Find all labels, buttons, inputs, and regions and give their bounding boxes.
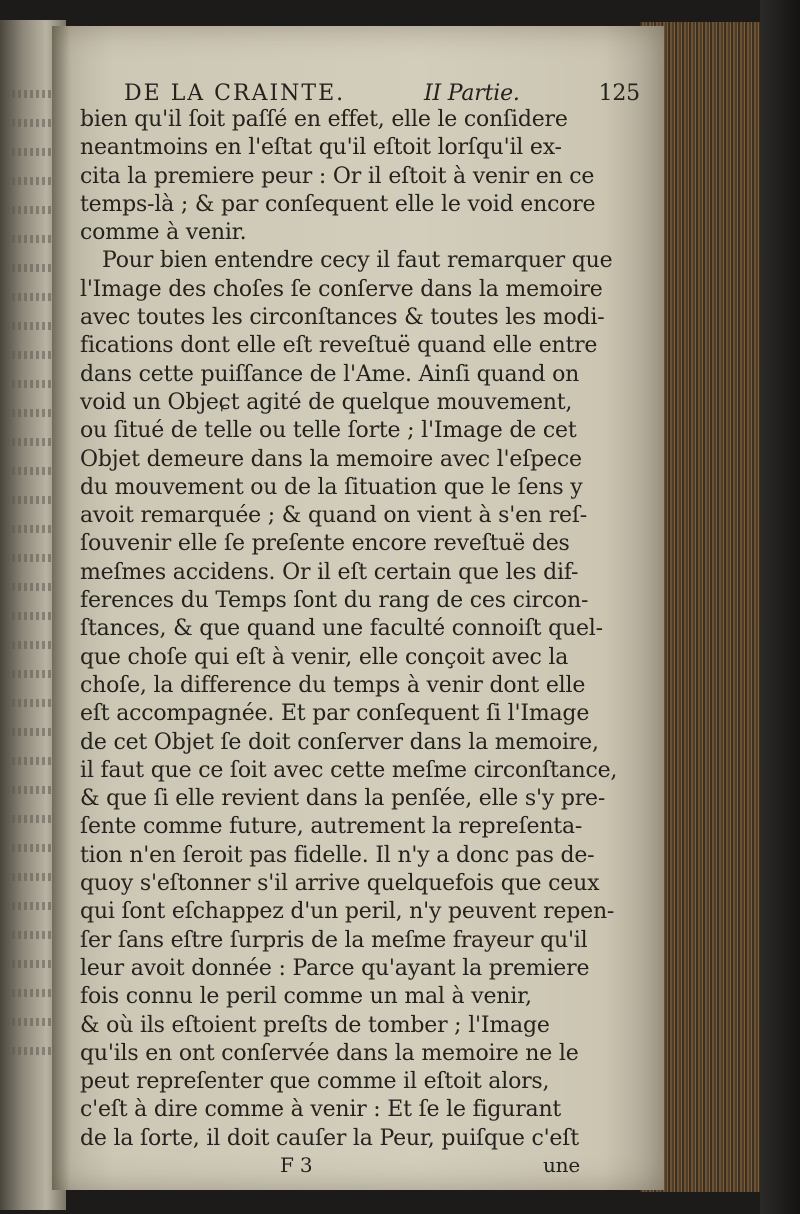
text-line: choſe, la difference du temps à venir dont elle	[80, 672, 586, 698]
text-line: Objet demeure dans la memoire avec l'eſpece	[80, 446, 582, 472]
facing-page-text-trace	[6, 931, 58, 939]
text-line: l'Image des choſes ſe conſerve dans la memoire	[80, 276, 603, 302]
facing-page-text-trace	[6, 989, 58, 997]
text-line: bien qu'il ſoit paſſé en effet, elle le conſidere	[80, 107, 568, 132]
text-line: temps-là ; & par conſequent elle le void encore	[80, 191, 596, 217]
facing-page-text-trace	[6, 815, 58, 823]
text-line: ou ſitué de telle ou telle ſorte ; l'Image de cet	[80, 418, 577, 444]
facing-page-text-trace	[6, 293, 58, 301]
text-line: & que ſi elle revient dans la penſée, elle s'y pre-	[80, 786, 606, 812]
text-line: que choſe qui eſt à venir, elle conçoit avec la	[80, 644, 569, 670]
facing-page-text-trace	[6, 264, 58, 272]
text-line: de cet Objet ſe doit conſerver dans la memoire,	[80, 729, 599, 755]
facing-page-text-trace	[6, 322, 58, 330]
page-footer	[80, 1151, 640, 1177]
facing-page-text-trace	[6, 409, 58, 417]
facing-page-text-trace	[6, 844, 58, 852]
text-line: Pour bien entendre cecy il faut remarquer que	[102, 248, 613, 274]
facing-page-text-trace	[6, 583, 58, 591]
facing-page-text-trace	[6, 873, 58, 881]
facing-page-text-trace	[6, 235, 58, 243]
facing-page-text-trace	[6, 525, 58, 533]
text-line: fois connu le peril comme un mal à venir,	[80, 984, 532, 1010]
running-head-title: DE LA CRAINTE.	[124, 81, 346, 106]
text-line: cita la premiere peur : Or il eſtoit à venir en ce	[80, 163, 595, 189]
facing-page-text-trace	[6, 757, 58, 765]
body-text	[80, 106, 640, 1153]
text-line: il faut que ce ſoit avec cette meſme circonſtance,	[80, 757, 618, 783]
facing-page-text-trace	[6, 1047, 58, 1055]
text-line: ſente comme future, autrement la repreſenta-	[80, 814, 583, 840]
text-line: comme à venir.	[80, 220, 247, 246]
text-line: ſer ſans eſtre ſurpris de la meſme frayeur qu'il	[80, 927, 588, 953]
text-line: avec toutes les circonſtances & toutes les modi-	[80, 305, 605, 331]
text-line: quoy s'eſtonner s'il arrive quelquefois que ceux	[80, 871, 600, 897]
facing-page-text-trace	[6, 438, 58, 446]
facing-page-text-trace	[6, 554, 58, 562]
text-line: eſt accompagnée. Et par conſequent ſi l'Image	[80, 701, 590, 727]
facing-page-text-trace	[6, 119, 58, 127]
facing-page-text-trace	[6, 612, 58, 620]
text-line: ſouvenir elle ſe preſente encore reveſtuë des	[80, 531, 570, 557]
running-head-part: II Partie.	[424, 81, 520, 106]
signature-mark: F 3	[280, 1152, 313, 1177]
facing-page-text-trace	[6, 380, 58, 388]
facing-page-text-trace	[6, 960, 58, 968]
text-line: leur avoit donnée : Parce qu'ayant la premiere	[80, 955, 590, 981]
facing-page-text-trace	[6, 902, 58, 910]
text-line: peut repreſenter que comme il eſtoit alors,	[80, 1069, 550, 1095]
text-line: qui ſont eſchappez d'un peril, n'y peuvent repen-	[80, 899, 615, 925]
text-line: du mouvement ou de la ſituation que le ſens y	[80, 474, 583, 500]
facing-page-text-trace	[6, 496, 58, 504]
text-line: ferences du Temps ſont du rang de ces circon-	[80, 588, 589, 614]
text-line: tion n'en ſeroit pas fidelle. Il n'y a donc pas de-	[80, 842, 595, 868]
catchword: une	[543, 1152, 580, 1177]
facing-page-text-trace	[6, 670, 58, 678]
text-line: de la ſorte, il doit cauſer la Peur, puiſque c'eſt	[80, 1125, 579, 1151]
facing-page-text-trace	[6, 148, 58, 156]
text-line: avoit remarquée ; & quand on vient à s'en reſ-	[80, 503, 588, 529]
text-line: neantmoins en l'eſtat qu'il eſtoit lorſqu'il ex-	[80, 135, 562, 161]
text-line: qu'ils en ont conſervée dans la memoire ne le	[80, 1040, 579, 1066]
facing-page-text-trace	[6, 206, 58, 214]
text-line: c'eſt à dire comme à venir : Et ſe le figurant	[80, 1097, 562, 1123]
facing-page-text-trace	[6, 1018, 58, 1026]
text-line: meſmes accidens. Or il eſt certain que les dif-	[80, 559, 579, 585]
page-text	[80, 80, 640, 1177]
facing-page-text-trace	[6, 728, 58, 736]
page-number: 125	[598, 81, 640, 106]
facing-page-text-trace	[6, 90, 58, 98]
facing-page-text-trace	[6, 351, 58, 359]
running-head	[80, 80, 640, 106]
facing-page-text-trace	[6, 641, 58, 649]
text-line: ſtances, & que quand une faculté connoiſt quel-	[80, 616, 603, 642]
text-line: fications dont elle eſt reveſtuë quand elle entre	[80, 333, 598, 359]
book-cover-edge	[760, 0, 800, 1214]
text-line: & où ils eſtoient preſts de tomber ; l'Image	[80, 1012, 550, 1038]
text-line: dans cette puiſſance de l'Ame. Ainſi quand on	[80, 361, 580, 387]
facing-page-text-trace	[6, 467, 58, 475]
facing-page-text-trace	[6, 786, 58, 794]
facing-page-text-trace	[6, 177, 58, 185]
facing-page-text-trace	[6, 699, 58, 707]
text-line: void un Objeɕt agité de quelque mouvement,	[80, 389, 573, 415]
